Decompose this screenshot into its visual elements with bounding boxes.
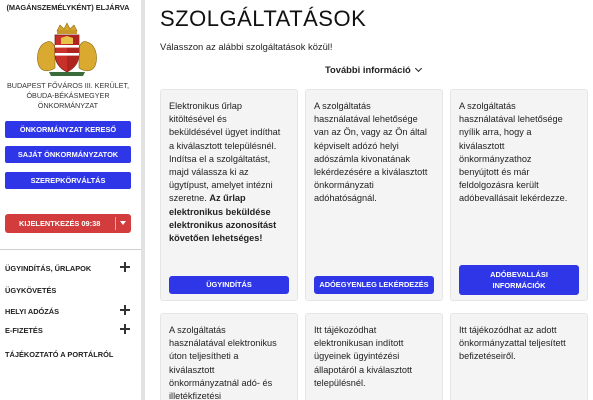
sidebar-scrollbar[interactable]	[141, 0, 145, 400]
menu-item-portal-info[interactable]	[5, 348, 133, 362]
card-text-line: önkormányzatnál adó- és	[169, 377, 273, 388]
municipality-name	[0, 81, 136, 111]
service-card-payments	[450, 313, 588, 400]
menu-item-local-tax[interactable]	[5, 305, 133, 319]
service-card-case-start	[160, 89, 298, 301]
tax-balance-query-button[interactable]: ADÓEGYENLEG LEKÉRDEZÉS	[314, 276, 434, 294]
button-label-line: ADÓBEVALLÁSI	[490, 270, 548, 279]
card-description	[169, 100, 280, 245]
card-text-line-bold: elektronikus azonosítást	[169, 219, 277, 230]
card-description	[459, 324, 566, 364]
card-text-line: úton teljesítheti a	[169, 351, 239, 362]
case-start-button[interactable]: ÜGYINDÍTÁS	[169, 276, 289, 294]
card-text-line: kiválasztott	[169, 364, 215, 375]
card-text-line-bold: elektronikus beküldése	[169, 206, 271, 217]
card-text-line: A szolgáltatás	[459, 101, 516, 111]
sidebar-divider	[0, 249, 141, 250]
card-text-line: adóhatóságnál.	[314, 193, 377, 204]
card-text-line: Itt tájékozódhat az adott	[459, 325, 557, 335]
card-text-line: feldolgozásra került	[459, 180, 539, 191]
card-text-line: ügytípust, amelyet intézni	[169, 180, 273, 191]
card-text-bold: Az űrlap	[209, 193, 246, 204]
menu-item-label: HELYI ADÓZÁS	[5, 307, 60, 316]
card-text-line	[169, 192, 280, 205]
card-text-line: majd válassza ki az	[169, 167, 249, 178]
municipality-line: ÖNKORMÁNYZAT	[37, 101, 99, 110]
chevron-down-icon	[415, 65, 422, 72]
municipality-line: BUDAPEST FŐVÁROS III. KERÜLET,	[6, 81, 130, 90]
card-text-line: önkormányzati	[314, 180, 374, 191]
card-text-line: Elektronikus űrlap	[169, 101, 243, 111]
card-description	[314, 100, 427, 206]
service-card-tax-returns	[450, 89, 588, 301]
card-text-line: beküldésével ügyet indíthat	[169, 127, 281, 138]
card-text-line: befizetéseiről.	[459, 351, 516, 362]
municipality-line: ÓBUDA-BÉKÁSMEGYER	[26, 91, 110, 100]
card-text-line: A szolgáltatás	[169, 325, 226, 335]
card-text-line: kiválasztott	[459, 140, 505, 151]
card-text-line: használatával lehetősége	[459, 114, 563, 125]
card-text-line: Indítsa el a szolgáltatást,	[169, 153, 271, 164]
more-info-label: További információ	[325, 64, 411, 75]
card-description	[169, 324, 277, 400]
logout-divider	[115, 217, 116, 230]
menu-item-label: ÜGYINDÍTÁS, ŰRLAPOK	[5, 264, 92, 273]
more-info-toggle[interactable]	[325, 64, 421, 75]
caret-down-icon[interactable]	[120, 221, 126, 225]
municipality-search-button[interactable]: ÖNKORMÁNYZAT KERESŐ	[5, 121, 131, 138]
card-text-line: a kiválasztott településnél.	[169, 140, 277, 151]
card-text-line: A szolgáltatás	[314, 101, 371, 111]
card-text-line: elektronikusan indított	[314, 338, 404, 349]
menu-item-case-start[interactable]	[5, 262, 133, 276]
card-text-line: önkormányzattal teljesített	[459, 338, 566, 349]
card-text-line: használatával lehetősége	[314, 114, 418, 125]
card-description	[314, 324, 412, 390]
role-switch-button[interactable]: SZEREPKÖRVÁLTÁS	[5, 172, 131, 189]
card-text-line: állapotáról a kiválasztott	[314, 364, 413, 375]
plus-icon[interactable]	[120, 305, 130, 315]
page-subtitle: Válasszon az alábbi szolgáltatások közül!	[160, 41, 333, 52]
card-text-line: használatával elektronikus	[169, 338, 277, 349]
card-text-line: településnél.	[314, 377, 366, 388]
card-text-line: lekérdezésére a kiválasztott	[314, 167, 428, 178]
coat-of-arms-icon	[31, 22, 103, 78]
card-text-line: képviselt adózó helyi	[314, 140, 399, 151]
service-card-case-status	[305, 313, 443, 400]
card-text-line: illetékfizetési	[169, 391, 222, 400]
menu-item-label: TÁJÉKOZTATÓ A PORTÁLRÓL	[5, 350, 114, 359]
card-description	[459, 100, 567, 206]
logout-button[interactable]	[5, 214, 131, 233]
tax-return-info-button[interactable]	[459, 265, 579, 295]
button-label-line: INFORMÁCIÓK	[492, 281, 546, 290]
card-text-line: benyújtott és már	[459, 167, 530, 178]
card-text-line: kitöltésével és	[169, 114, 227, 125]
card-text-line: nyílik arra, hogy a	[459, 127, 532, 138]
sidebar-header: (MAGÁNSZEMÉLYKÉNT) ELJÁRVA	[6, 3, 130, 12]
menu-item-label: ÜGYKÖVETÉS	[5, 286, 57, 295]
card-text-line: ügyeinek ügyintézési	[314, 351, 400, 362]
menu-item-label: E-FIZETÉS	[5, 326, 43, 335]
page-title: SZOLGÁLTATÁSOK	[160, 6, 367, 31]
service-card-tax-balance	[305, 89, 443, 301]
sidebar	[0, 0, 142, 400]
card-text-line: Itt tájékozódhat	[314, 325, 377, 335]
card-text-line-bold: követően lehetséges!	[169, 233, 263, 244]
menu-item-case-tracking[interactable]	[5, 284, 133, 298]
own-municipalities-button[interactable]: SAJÁT ÖNKORMÁNYZATOK	[5, 146, 131, 163]
plus-icon[interactable]	[120, 262, 130, 272]
logout-label: KIJELENTKEZÉS 09:38	[19, 219, 101, 228]
card-text-line: van az Ön, vagy az Ön által	[314, 127, 427, 138]
card-text-line: adószámla kivonatának	[314, 153, 411, 164]
card-text-line: önkormányzathoz	[459, 153, 532, 164]
card-text-normal: szeretne.	[169, 193, 210, 204]
card-text-line: adóbevallásait lekérdezze.	[459, 193, 568, 204]
plus-icon[interactable]	[120, 324, 130, 334]
service-card-e-payment	[160, 313, 298, 400]
menu-item-e-payment[interactable]	[5, 324, 133, 338]
